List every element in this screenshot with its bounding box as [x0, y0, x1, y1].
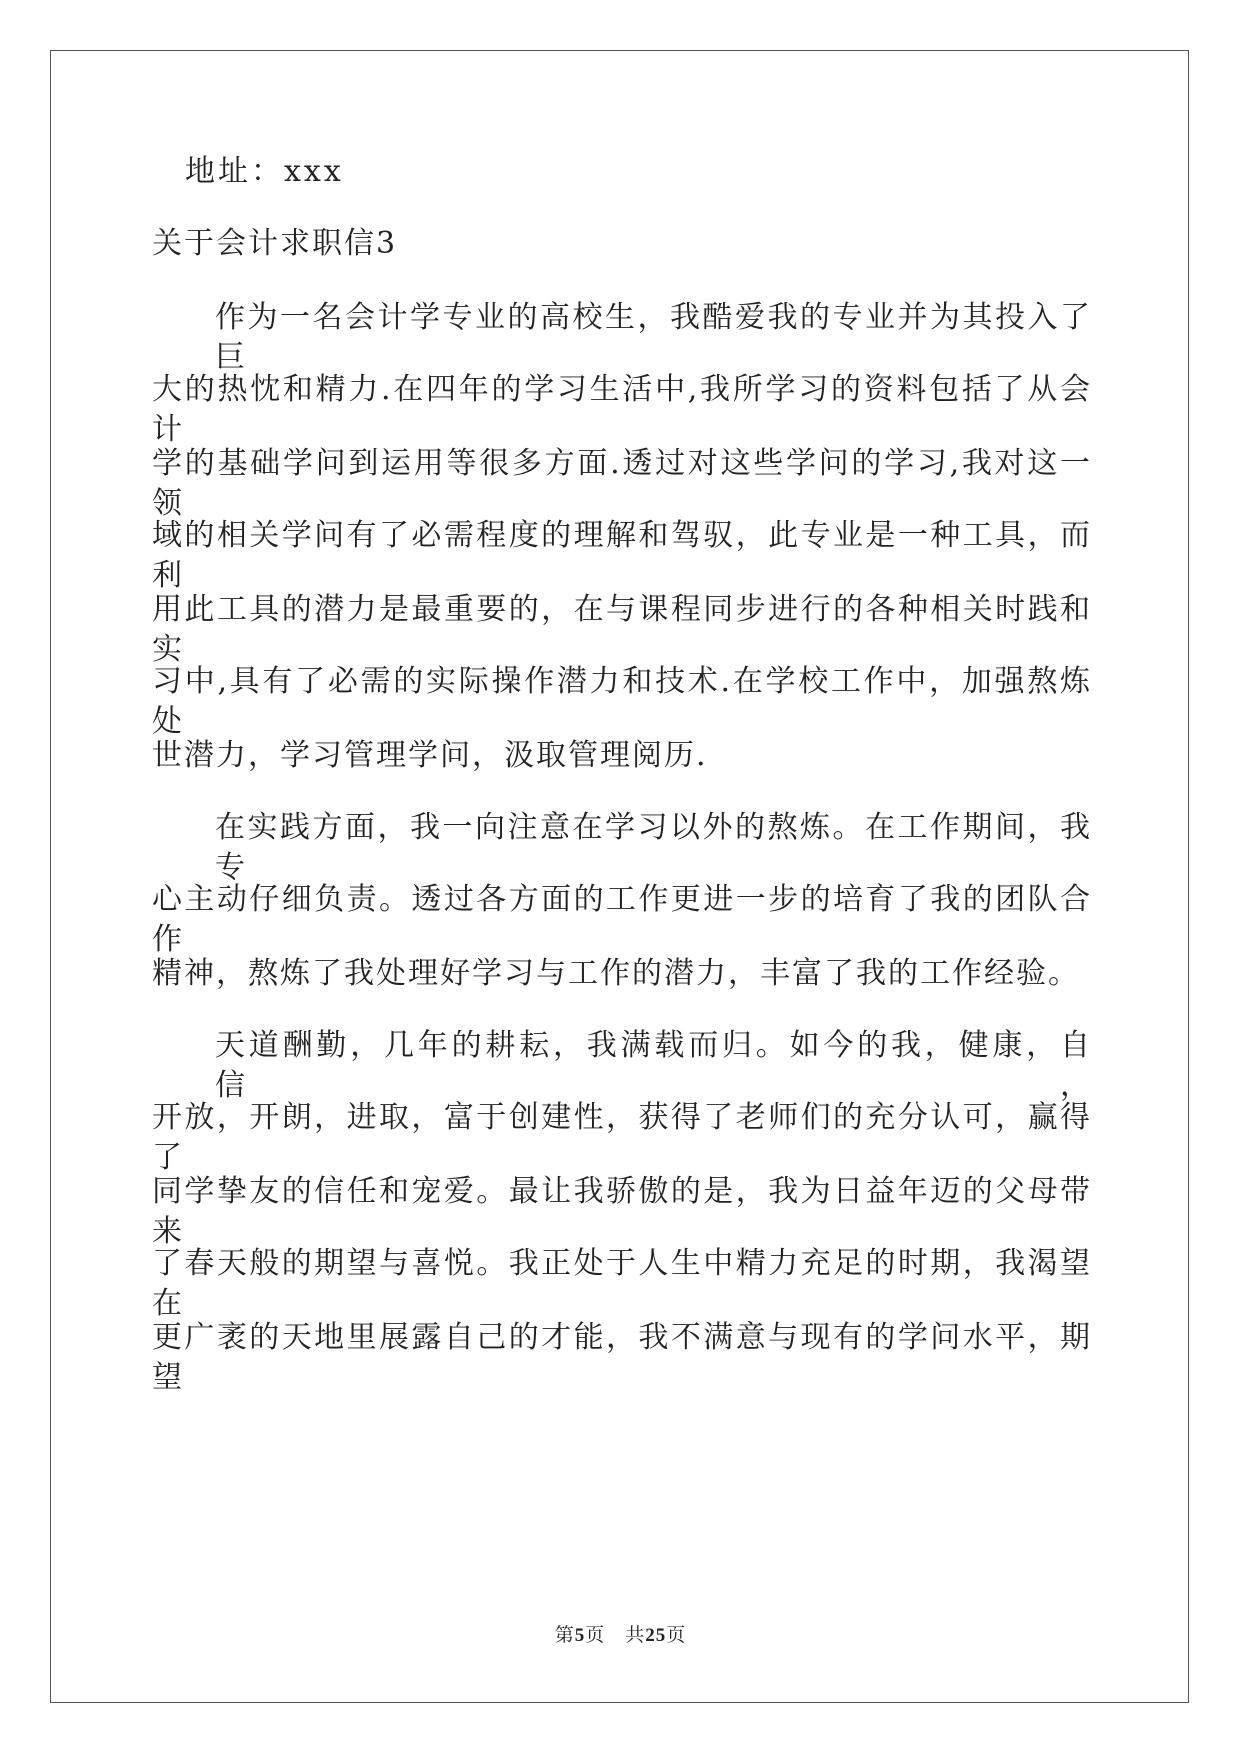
paragraph-line: 同学挚友的信任和宠爱。最让我骄傲的是，我为日益年迈的父母带来	[152, 1174, 1092, 1249]
paragraph-line: 更广袤的天地里展露自己的才能，我不满意与现有的学问水平，期望	[152, 1320, 1092, 1395]
paragraph-line: 在实践方面，我一向注意在学习以外的熬炼。在工作期间，我专	[215, 810, 1092, 885]
current-page-number: 5	[574, 1625, 586, 1646]
paragraph-line: 用此工具的潜力是最重要的，在与课程同步进行的各种相关时践和实	[152, 592, 1092, 667]
paragraph-line: 作为一名会计学专业的高校生，我酷爱我的专业并为其投入了巨	[215, 300, 1092, 375]
paragraph-line: 域的相关学问有了必需程度的理解和驾驭，此专业是一种工具，而利	[152, 518, 1092, 593]
paragraph-line: 天道酬勤，几年的耕耘，我满载而归。如今的我，健康，自信，	[215, 1028, 1092, 1103]
section-title: 关于会计求职信3	[152, 226, 398, 261]
paragraph-line: 习中,具有了必需的实际操作潜力和技术.在学校工作中，加强熬炼处	[152, 664, 1092, 739]
total-page-number: 25	[645, 1625, 667, 1646]
paragraph-line: 大的热忱和精力.在四年的学习生活中,我所学习的资料包括了从会计	[152, 372, 1092, 447]
footer-suffix: 页	[666, 1624, 687, 1646]
footer-middle: 页 共	[585, 1624, 646, 1646]
footer-prefix: 第	[554, 1624, 575, 1646]
paragraph-line: 世潜力，学习管理学问，汲取管理阅历.	[152, 738, 708, 773]
paragraph-line: 了春天般的期望与喜悦。我正处于人生中精力充足的时期，我渴望在	[152, 1246, 1092, 1321]
paragraph-line: 心主动仔细负责。透过各方面的工作更进一步的培育了我的团队合作	[152, 882, 1092, 957]
address-line: 地址：xxx	[185, 154, 344, 189]
paragraph-line: 开放，开朗，进取，富于创建性，获得了老师们的充分认可，赢得了	[152, 1100, 1092, 1175]
paragraph-line: 精神，熬炼了我处理好学习与工作的潜力，丰富了我的工作经验。	[152, 956, 1080, 991]
page-number-footer	[0, 1623, 1241, 1648]
paragraph-line: 学的基础学问到运用等很多方面.透过对这些学问的学习,我对这一领	[152, 446, 1092, 521]
